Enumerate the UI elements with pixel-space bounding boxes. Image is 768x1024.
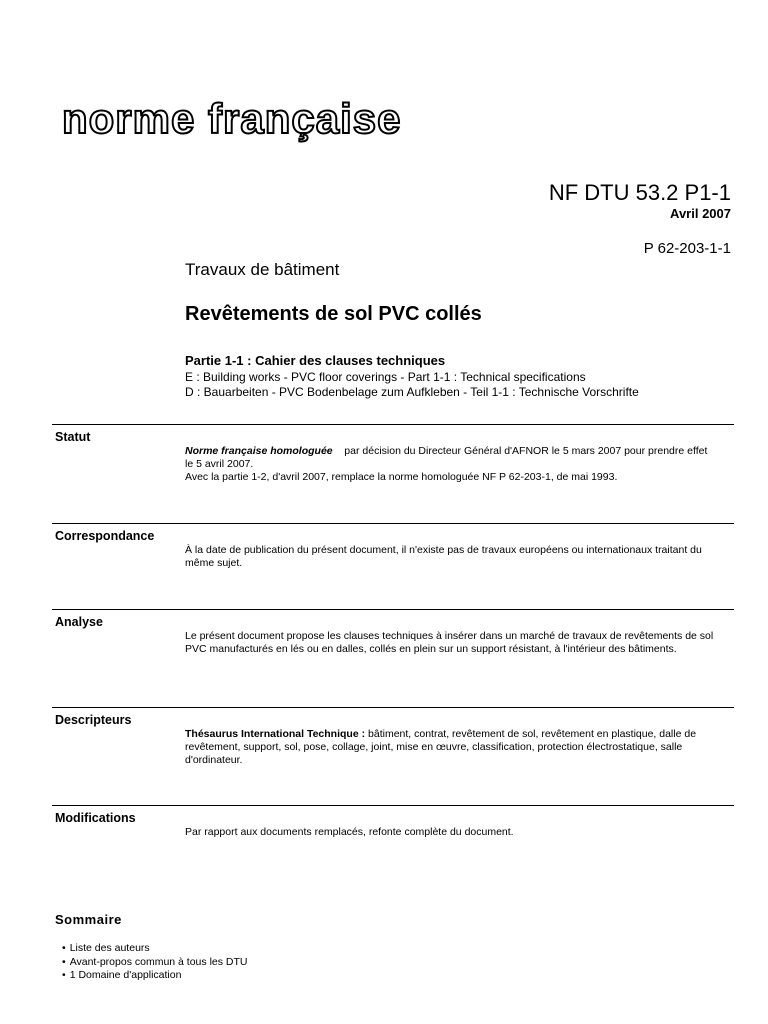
section-body [185, 826, 715, 839]
document-part: Partie 1-1 : Cahier des clauses techniques [185, 353, 446, 368]
descriptors-lead: Thésaurus International Technique : [185, 728, 366, 740]
section-body [185, 630, 715, 656]
section-label: Modifications [55, 811, 136, 825]
status-replaces: Avec la partie 1-2, d'avril 2007, remplace la norme homologuée NF P 62-203-1, de mai 1993. [185, 471, 618, 483]
summary-item[interactable]: • Avant-propos commun à tous les DTU [62, 956, 248, 970]
publication-date: Avril 2007 [670, 206, 731, 221]
status-text: par décision du Directeur Général d'AFNOR le 5 mars 2007 pour prendre effet le 5 avril 2007. [185, 445, 708, 470]
document-title: Revêtements de sol PVC collés [185, 303, 482, 325]
section-correspondance [52, 523, 734, 609]
modifications-text: Par rapport aux documents remplacés, refonte complète du document. [185, 826, 514, 838]
brand-wordmark: norme française [62, 95, 402, 142]
section-label: Descripteurs [55, 713, 132, 727]
status-lead: Norme française homologuée [185, 445, 333, 457]
descriptors-text: bâtiment, contrat, revêtement de sol, revêtement en plastique, dalle de revêtement, support, sol, pose, collage, joint, mise en œuvre, classification, protection électrostatique, salle d'ordinateur. [185, 728, 697, 766]
section-statut [52, 424, 734, 523]
section-label: Correspondance [55, 529, 155, 543]
section-body [185, 728, 715, 767]
section-label: Statut [55, 430, 91, 444]
section-descripteurs [52, 707, 734, 805]
summary-item[interactable]: • Liste des auteurs [62, 942, 248, 956]
section-modifications [52, 805, 734, 866]
document-reference: NF DTU 53.2 P1-1 [548, 180, 731, 205]
section-analyse [52, 609, 734, 707]
english-title: E : Building works - PVC floor coverings - Part 1-1 : Technical specifications [185, 370, 586, 384]
summary-list [62, 942, 248, 983]
summary-title: Sommaire [55, 912, 122, 927]
section-body [185, 544, 715, 570]
summary-item[interactable]: • 1 Domaine d'application [62, 969, 248, 983]
correspondance-text: À la date de publication du présent document, il n'existe pas de travaux européens ou internationaux traitant du même sujet. [185, 544, 702, 569]
analyse-text: Le présent document propose les clauses techniques à insérer dans un marché de travaux de revêtements de sol PVC manufacturés en lés ou en dalles, collés en plein sur un support résistant, à l'intérieur des bâtiments. [185, 630, 714, 655]
classification-index: P 62-203-1-1 [643, 240, 731, 257]
section-label: Analyse [55, 615, 103, 629]
german-title: D : Bauarbeiten - PVC Bodenbelage zum Aufkleben - Teil 1-1 : Technische Vorschrifte [185, 385, 639, 399]
document-domain: Travaux de bâtiment [185, 260, 340, 279]
section-body [185, 445, 715, 484]
